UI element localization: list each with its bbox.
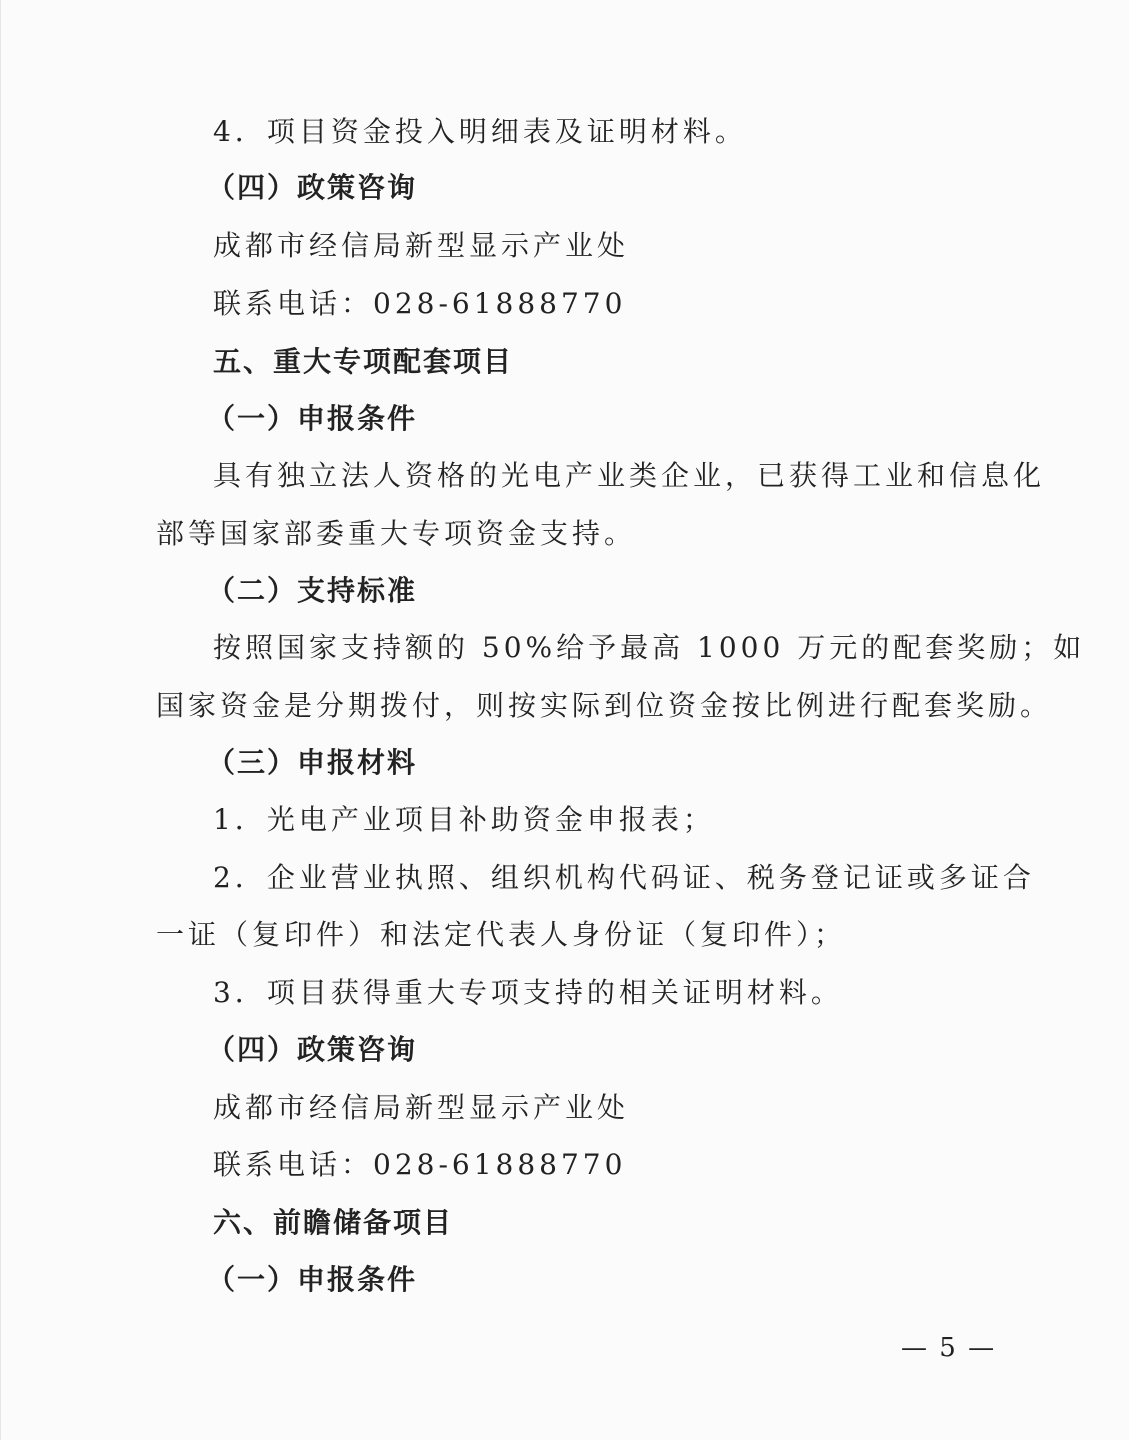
- list-item-4-funding-details: 4．项目资金投入明细表及证明材料。: [213, 115, 747, 148]
- paragraph-line: 按照国家支持额的 50%给予最高 1000 万元的配套奖励；如: [213, 631, 1086, 664]
- subheading-policy-consult: （四）政策咨询: [207, 171, 418, 204]
- list-item-2-continued: 一证（复印件）和法定代表人身份证（复印件）；: [156, 918, 847, 951]
- paragraph-line: 部等国家部委重大专项资金支持。: [156, 517, 637, 550]
- list-item-3: 3．项目获得重大专项支持的相关证明材料。: [213, 976, 843, 1009]
- paragraph-line: 具有独立法人资格的光电产业类企业，已获得工业和信息化: [213, 459, 1046, 492]
- paragraph-line: 国家资金是分期拨付，则按实际到位资金按比例进行配套奖励。: [156, 689, 1053, 722]
- page-number: — 5 —: [901, 1333, 997, 1363]
- contact-phone: 联系电话：028-61888770: [213, 1148, 627, 1181]
- subheading-application-conditions: （一）申报条件: [207, 1263, 418, 1296]
- subheading-application-conditions: （一）申报条件: [207, 402, 418, 435]
- contact-office: 成都市经信局新型显示产业处: [213, 229, 630, 262]
- contact-office: 成都市经信局新型显示产业处: [213, 1091, 630, 1124]
- section-heading-forward-reserve: 六、前瞻储备项目: [213, 1206, 454, 1239]
- subheading-application-materials: （三）申报材料: [207, 746, 418, 779]
- subheading-support-standard: （二）支持标准: [207, 574, 418, 607]
- subheading-policy-consult: （四）政策咨询: [207, 1033, 418, 1066]
- list-item-1: 1．光电产业项目补助资金申报表；: [213, 803, 715, 836]
- section-heading-major-projects: 五、重大专项配套项目: [213, 345, 514, 378]
- contact-phone: 联系电话：028-61888770: [213, 287, 627, 320]
- list-item-2: 2．企业营业执照、组织机构代码证、税务登记证或多证合: [213, 861, 1035, 894]
